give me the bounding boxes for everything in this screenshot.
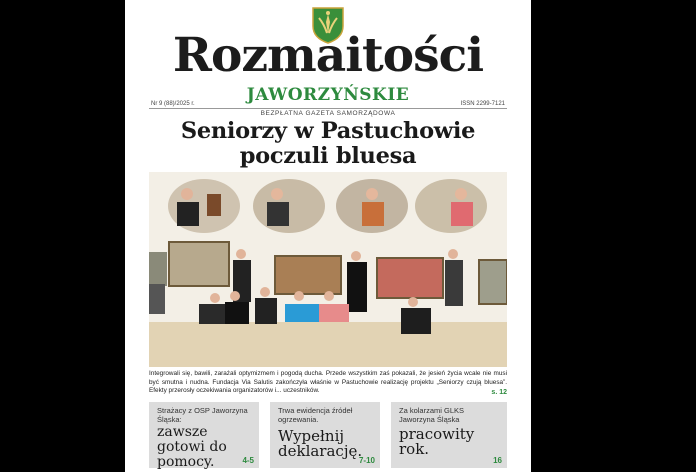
teaser-title — [278, 429, 378, 459]
teaser-kicker: Trwa ewidencja źródeł ogrzewania. — [278, 406, 353, 424]
lead-caption: Integrowali się, bawili, zarażali optymizmem i pogodą ducha. Przede wszystkim zaś pokazali, że jesień życia wcale nie musi być smutna i nudna. Fundacja Via Salutis zakończyła właśnie w Pastuchowie realizację projektu „Seniorzy czują bluesa”. Efekty przerosły oczekiwania organizatorów i... uczestników. — [149, 370, 507, 395]
teaser-box-1[interactable] — [149, 402, 259, 468]
issn-number: ISSN 2299-7121 — [460, 101, 505, 107]
teaser-title-line-2: deklarację. — [278, 442, 363, 460]
teaser-title-line-3: pomocy. — [157, 454, 215, 470]
teaser-pages: 7-10 — [358, 456, 375, 465]
page-reference[interactable]: s. 12 — [491, 389, 507, 396]
teaser-title — [399, 427, 499, 457]
headline-line-2: poczuli bluesa — [239, 143, 417, 169]
teaser-title-line-1: Wypełnij — [278, 427, 345, 445]
teaser-box-3[interactable] — [391, 402, 507, 468]
newspaper-front-page — [125, 0, 531, 472]
divider — [149, 108, 507, 109]
lead-photo — [149, 172, 507, 367]
teaser-pages: 16 — [493, 456, 502, 465]
teaser-kicker: Za kolarzami GLKS Jaworzyna Śląska — [399, 406, 465, 424]
teaser-title-line-1: pracowity — [399, 425, 475, 443]
lead-headline — [125, 119, 531, 169]
teaser-pages: 4-5 — [242, 456, 254, 465]
teaser-title-line-1: zawsze — [157, 424, 208, 440]
issue-number: Nr 9 (88)/2025 r. — [151, 101, 195, 107]
headline-line-1: Seniorzy w Pastuchowie — [180, 118, 476, 144]
masthead-subtitle: JAWORZYŃSKIE — [246, 85, 410, 105]
teaser-box-2[interactable] — [270, 402, 380, 468]
teaser-title-line-2: rok. — [399, 440, 430, 458]
masthead-title: Rozmaitości — [172, 28, 484, 83]
teaser-title-line-2: gotowi do — [157, 439, 227, 455]
tagline: BEZPŁATNA GAZETA SAMORZĄDOWA — [260, 110, 396, 117]
teaser-kicker: Strażacy z OSP Jaworzyna Śląska: — [157, 406, 248, 424]
